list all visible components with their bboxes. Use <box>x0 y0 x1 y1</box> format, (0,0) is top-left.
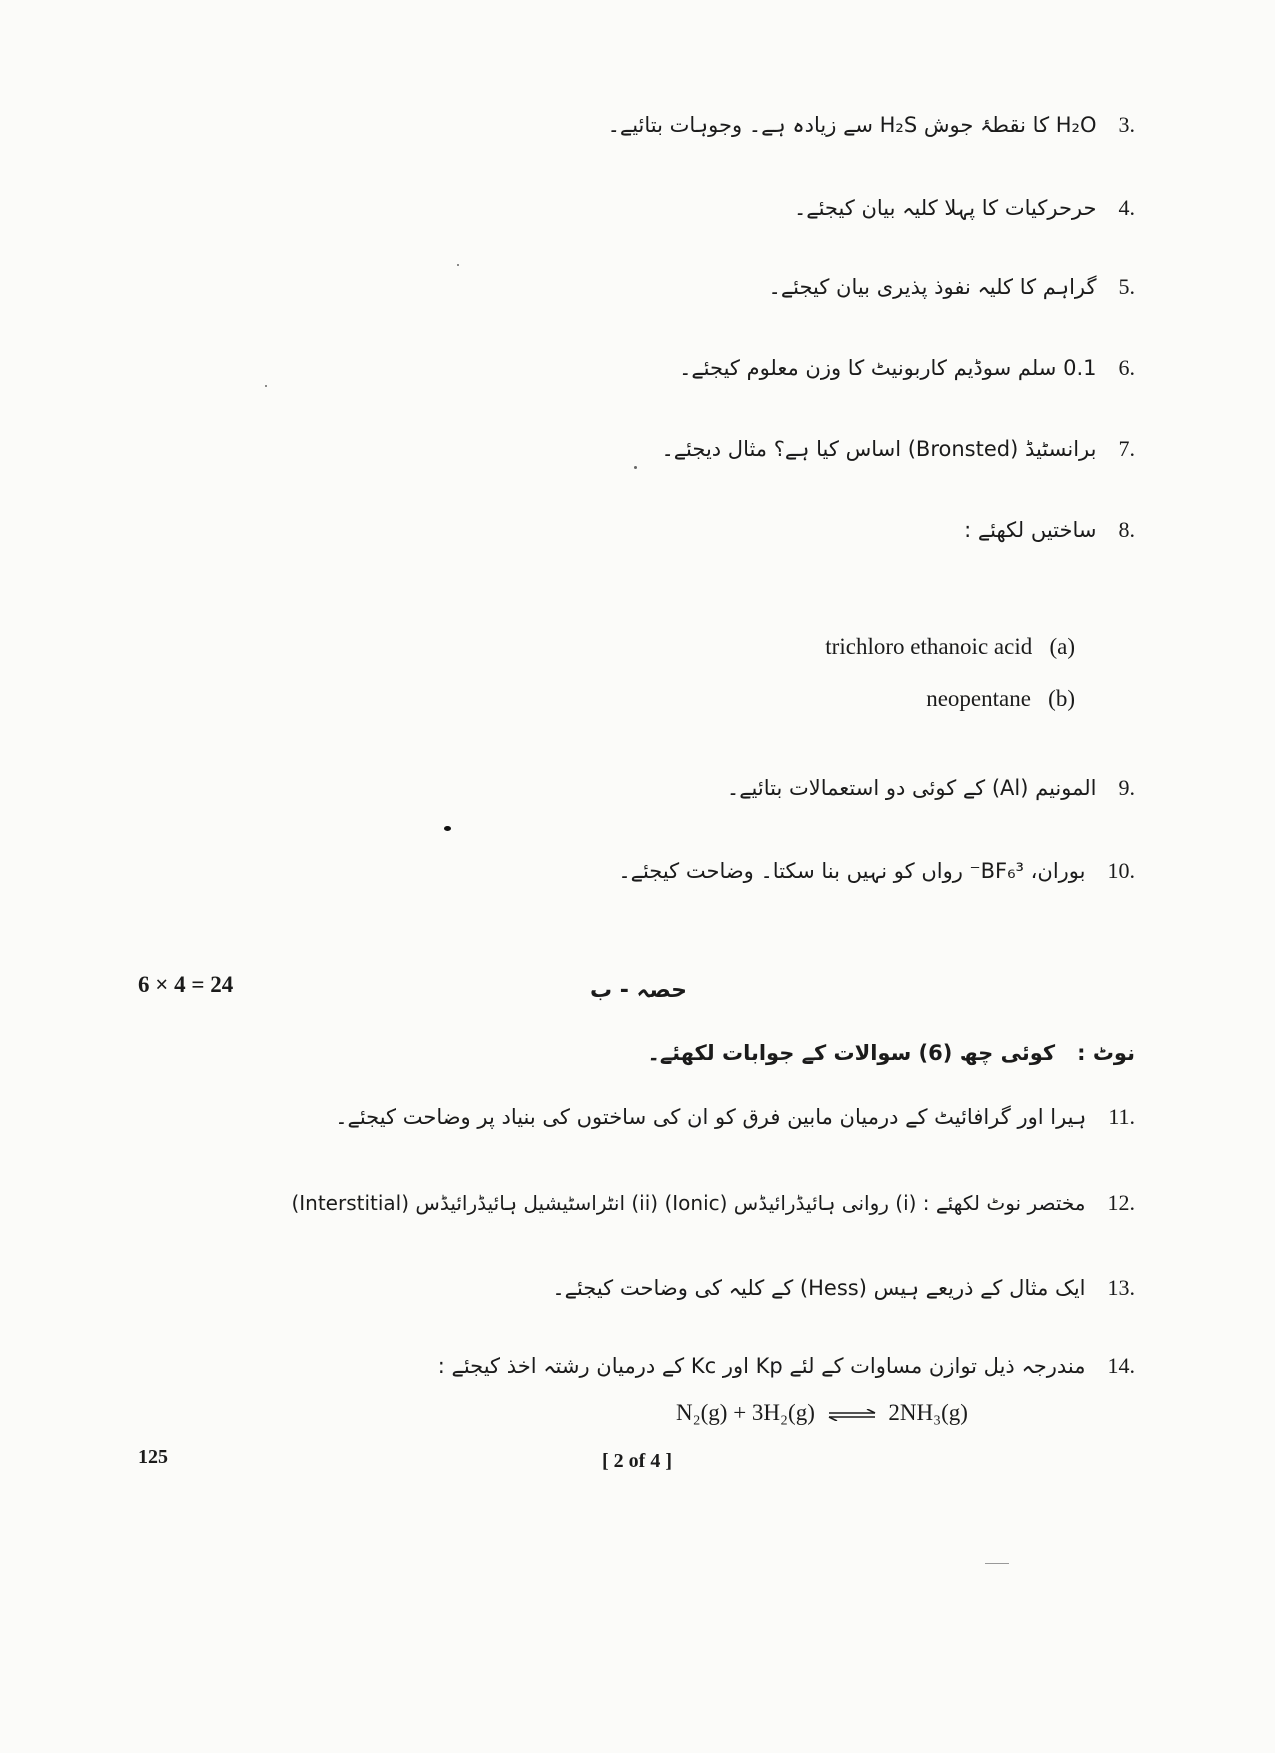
question-14 <box>438 1353 1135 1379</box>
question-text: 0.1 سلم سوڈیم کاربونیٹ کا وزن معلوم کیجئے۔ <box>679 356 1097 380</box>
note-label: نوٹ : <box>1077 1041 1135 1065</box>
question-number: .8 <box>1118 517 1135 542</box>
question-number: .9 <box>1118 775 1135 800</box>
part-text: neopentane <box>926 686 1031 711</box>
question-9 <box>727 775 1135 801</box>
question-text: گراہم کا کلیہ نفوذ پذیری بیان کیجئے۔ <box>768 275 1097 299</box>
question-number: .13 <box>1107 1275 1135 1300</box>
question-6 <box>679 355 1135 381</box>
question-13 <box>552 1275 1135 1301</box>
page-number: [ 2 of 4 ] <box>602 1450 672 1472</box>
paper-code: 125 <box>138 1446 168 1468</box>
scan-line <box>985 1563 1009 1564</box>
question-4 <box>794 195 1135 221</box>
question-number: .7 <box>1118 436 1135 461</box>
question-number: .5 <box>1118 274 1135 299</box>
scan-speck <box>457 264 459 266</box>
question-text: ہیرا اور گرافائیٹ کے درمیان مابین فرق کو ان کی ساختوں کی بنیاد پر وضاحت کیجئے۔ <box>335 1105 1087 1129</box>
question-3 <box>608 112 1135 138</box>
question-text: ساختیں لکھئے : <box>964 518 1097 542</box>
question-number: .14 <box>1107 1353 1135 1378</box>
question-number: .11 <box>1108 1104 1135 1129</box>
question-text: ایک مثال کے ذریعے ہیس (Hess) کے کلیہ کی وضاحت کیجئے۔ <box>552 1276 1086 1300</box>
question-text: H₂O کا نقطۂ جوش H₂S سے زیادہ ہے۔ وجوہات بتائیے۔ <box>607 113 1097 137</box>
question-text: برانسٹیڈ (Bronsted) اساس کیا ہے؟ مثال دیجئے۔ <box>661 437 1097 461</box>
question-number: .6 <box>1118 355 1135 380</box>
question-text: مختصر نوٹ لکھئے : (i) روانی ہائیڈرائیڈس (Ionic) (ii) انٹراسٹیشیل ہائیڈرائیڈس (Interstitial) <box>291 1191 1086 1215</box>
part-label: (b) <box>1048 686 1075 711</box>
question-10 <box>618 858 1135 884</box>
question-text: المونیم (Al) کے کوئی دو استعمالات بتائیے۔ <box>726 776 1097 800</box>
question-text: مندرجہ ذیل توازن مساوات کے لئے Kp اور Kc کے درمیان رشتہ اخذ کیجئے : <box>437 1354 1086 1378</box>
question-12 <box>291 1190 1135 1216</box>
question-number: .3 <box>1118 112 1135 137</box>
scan-speck <box>444 826 451 831</box>
section-note <box>648 1040 1135 1066</box>
question-5 <box>769 274 1135 300</box>
equilibrium-equation <box>676 1400 968 1426</box>
part-label: (a) <box>1049 634 1075 659</box>
question-number: .12 <box>1107 1190 1135 1215</box>
section-marks: 6 × 4 = 24 <box>138 972 234 997</box>
question-text: حرحرکیات کا پہلا کلیہ بیان کیجئے۔ <box>793 196 1097 220</box>
note-text: کوئی چھ (6) سوالات کے جوابات لکھئے۔ <box>647 1041 1056 1065</box>
part-text: trichloro ethanoic acid <box>825 634 1033 659</box>
q8-part-b <box>926 686 1075 712</box>
question-number: .4 <box>1118 195 1135 220</box>
equation-right: 2NH₃(g) <box>888 1400 968 1425</box>
q8-part-a <box>825 634 1075 660</box>
question-8 <box>964 517 1135 543</box>
question-7 <box>661 436 1135 462</box>
question-11 <box>335 1104 1135 1130</box>
equilibrium-arrow-icon <box>827 1409 877 1421</box>
equation-left: N₂(g) + 3H₂(g) <box>676 1400 815 1425</box>
question-number: .10 <box>1107 858 1135 883</box>
section-title: حصہ - ب <box>590 978 687 1003</box>
scan-speck <box>265 385 267 387</box>
question-text: بوران، BF₆³⁻ رواں کو نہیں بنا سکتا۔ وضاحت کیجئے۔ <box>618 859 1086 883</box>
scan-speck <box>634 466 637 469</box>
